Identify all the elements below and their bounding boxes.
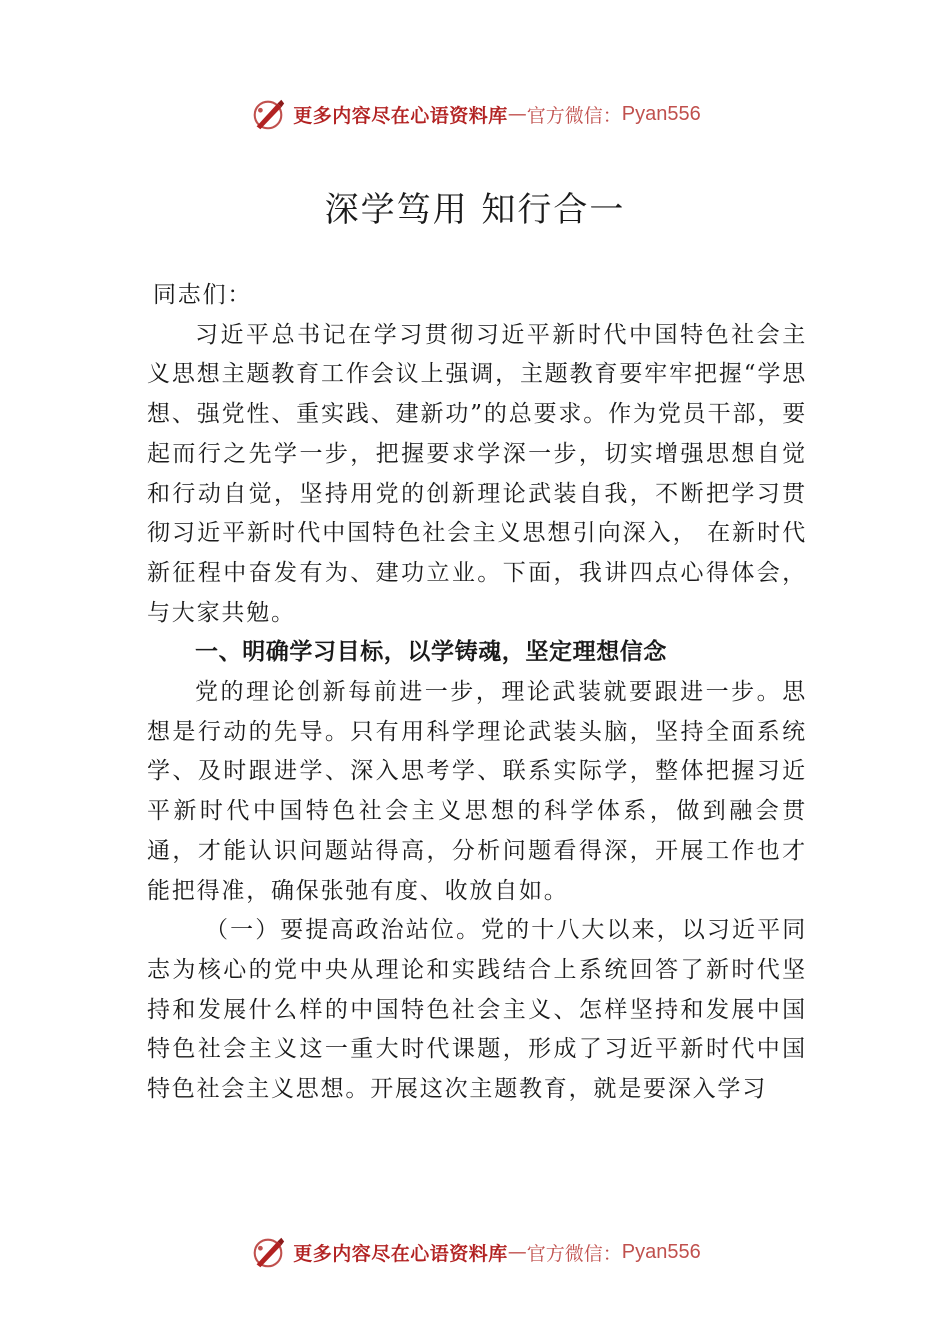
wechat-label: 官方微信： bbox=[526, 104, 622, 127]
section-heading: 一、明确学习目标，以学铸魂，坚定理想信念 bbox=[195, 639, 667, 666]
banner-dash: — bbox=[507, 1241, 527, 1263]
section-paragraph: 党的理论创新每前进一步，理论武装就要跟进一步。思想是行动的先导。只有用科学理论武装头脑，坚持全面系统学、及时跟进学、深入思考学、联系实际学，整体把握习近平新时代中国特色社会主义思想的科学体系，做到融会贯通，才能认识问题站得高，分析问题看得深，开展工作也才能把得准，确保张弛有度、收放自如。 bbox=[147, 679, 807, 904]
intro-paragraph: 习近平总书记在学习贯彻习近平新时代中国特色社会主义思想主题教育工作会议上强调，主题教育要牢牢把握“学思想、强党性、重实践、建新功”的总要求。作为党员干部，要起而行之先学一步，把握要求学深一步，切实增强思想自觉和行动自觉，坚持用党的创新理论武装自我，不断把学习贯彻习近平新时代中国特色社会主义思想引向深入， 在新时代新征程中奋发有为、建功立业。下面，我讲四点心得体会，与大家共勉。 bbox=[147, 321, 807, 626]
wechat-id: Pyan556 bbox=[621, 1240, 701, 1263]
wechat-id: Pyan556 bbox=[621, 102, 701, 125]
pen-logo-icon bbox=[249, 95, 287, 133]
wechat-label: 官方微信： bbox=[526, 1242, 622, 1265]
document-body bbox=[147, 276, 807, 1110]
document-title: 深学笃用 知行合一 bbox=[324, 190, 626, 230]
greeting: 同志们： bbox=[153, 282, 253, 308]
subsection-paragraph: （一）要提高政治站位。党的十八大以来，以习近平同志为核心的党中央从理论和实践结合上系统回答了新时代坚持和发展什么样的中国特色社会主义、怎样坚持和发展中国特色社会主义这一重大时代课题，形成了习近平新时代中国特色社会主义思想。开展这次主题教育，就是要深入学习 bbox=[147, 917, 807, 1103]
library-text: 更多内容尽在心语资料库 bbox=[293, 104, 508, 127]
header-watermark-banner bbox=[0, 94, 950, 134]
pen-logo-icon bbox=[249, 1233, 287, 1271]
banner-dash: — bbox=[507, 103, 527, 125]
footer-watermark-banner bbox=[0, 1232, 950, 1272]
library-text: 更多内容尽在心语资料库 bbox=[293, 1242, 508, 1265]
